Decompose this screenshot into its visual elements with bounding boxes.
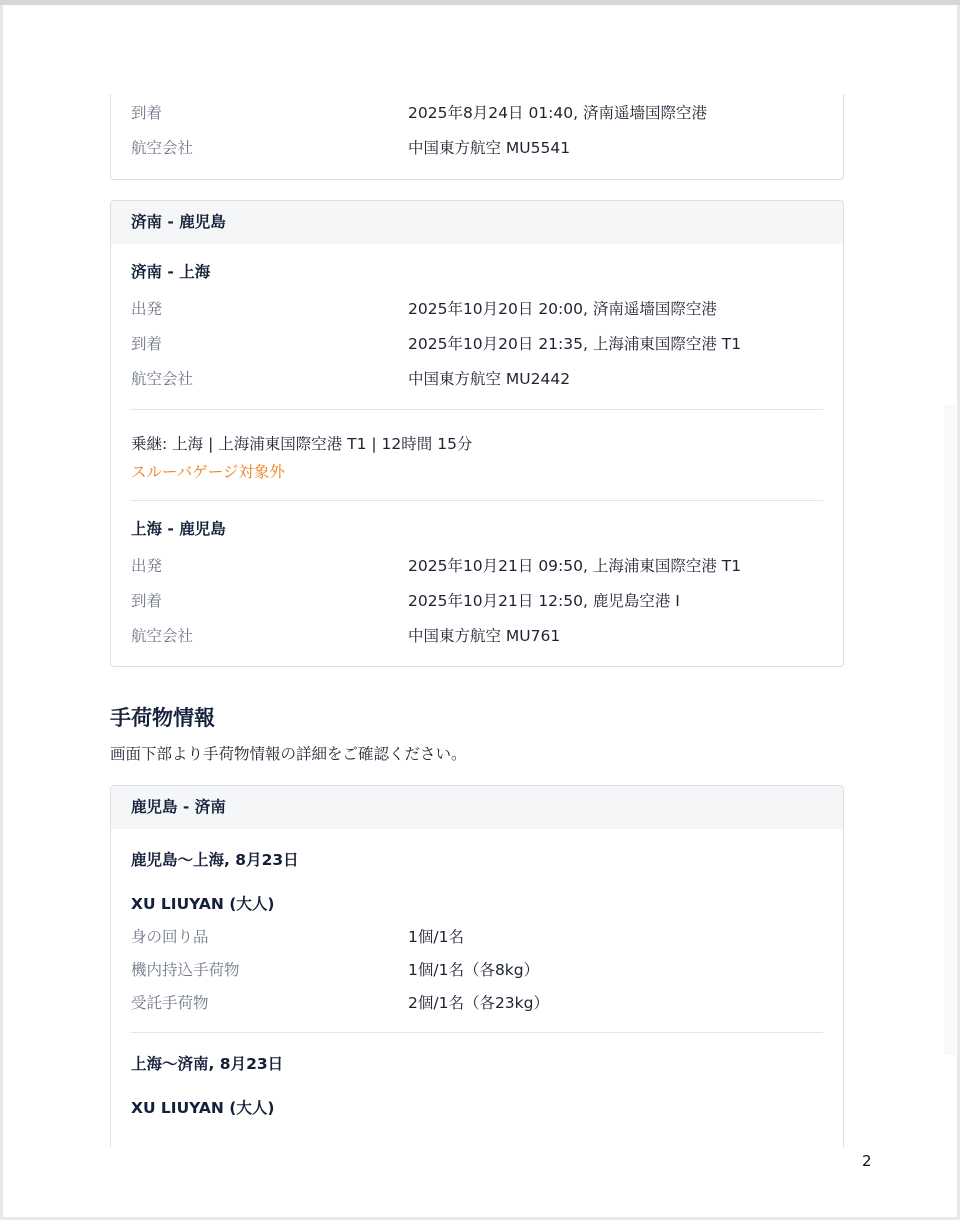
baggage-section-title: 手荷物情報 bbox=[110, 706, 215, 730]
detail-value: 2025年8月24日 01:40, 済南遥墻国際空港 bbox=[408, 103, 707, 122]
page-shadow bbox=[944, 405, 956, 1055]
page-content bbox=[110, 94, 844, 1147]
detail-label: 航空会社 bbox=[131, 626, 194, 645]
detail-value: 中国東方航空 MU5541 bbox=[408, 138, 571, 157]
detail-value: 2025年10月21日 09:50, 上海浦東国際空港 T1 bbox=[408, 556, 742, 575]
baggage-card bbox=[110, 785, 844, 1147]
baggage-label: 受託手荷物 bbox=[131, 993, 209, 1012]
detail-value: 2025年10月20日 21:35, 上海浦東国際空港 T1 bbox=[408, 334, 742, 353]
baggage-row-checked bbox=[131, 985, 823, 1018]
detail-row-arrival bbox=[131, 325, 823, 360]
detail-row-airline bbox=[131, 129, 823, 164]
detail-value: 2025年10月20日 20:00, 済南遥墻国際空港 bbox=[408, 299, 717, 318]
flight-card-route bbox=[110, 200, 844, 667]
detail-row-arrival bbox=[131, 582, 823, 617]
flight-card-continued bbox=[110, 94, 844, 180]
baggage-value: 1個/1名 bbox=[408, 927, 464, 946]
baggage-segment-title: 鹿児島〜上海, 8月23日 bbox=[131, 851, 299, 869]
baggage-label: 機内持込手荷物 bbox=[131, 960, 240, 979]
baggage-label: 身の回り品 bbox=[131, 927, 209, 946]
divider bbox=[131, 1032, 823, 1033]
baggage-value: 2個/1名（各23kg） bbox=[408, 993, 549, 1012]
through-baggage-warning: スルーバゲージ対象外 bbox=[131, 463, 285, 481]
detail-label: 航空会社 bbox=[131, 138, 194, 157]
passenger-name: XU LIUYAN (大人) bbox=[131, 1099, 275, 1117]
detail-row-departure bbox=[131, 290, 823, 325]
detail-label: 到着 bbox=[131, 591, 163, 610]
detail-label: 到着 bbox=[131, 103, 163, 122]
detail-row-departure bbox=[131, 547, 823, 582]
transfer-info: 乗継: 上海 | 上海浦東国際空港 T1 | 12時間 15分 bbox=[131, 435, 473, 453]
detail-row-arrival bbox=[131, 94, 823, 129]
detail-row-airline bbox=[131, 360, 823, 395]
detail-label: 出発 bbox=[131, 299, 163, 318]
detail-value: 中国東方航空 MU761 bbox=[408, 626, 561, 645]
baggage-route-title: 鹿児島 - 済南 bbox=[111, 786, 843, 829]
baggage-segment-title: 上海〜済南, 8月23日 bbox=[131, 1055, 284, 1073]
detail-value: 2025年10月21日 12:50, 鹿児島空港 I bbox=[408, 591, 680, 610]
page-number: 2 bbox=[862, 1152, 872, 1170]
detail-label: 到着 bbox=[131, 334, 163, 353]
detail-value: 中国東方航空 MU2442 bbox=[408, 369, 571, 388]
detail-label: 航空会社 bbox=[131, 369, 194, 388]
segment-title: 済南 - 上海 bbox=[131, 263, 211, 281]
baggage-value: 1個/1名（各8kg） bbox=[408, 960, 540, 979]
route-title: 済南 - 鹿児島 bbox=[111, 201, 843, 244]
baggage-row-personal-item bbox=[131, 919, 823, 952]
detail-row-airline bbox=[131, 617, 823, 652]
segment-title: 上海 - 鹿児島 bbox=[131, 520, 226, 538]
detail-label: 出発 bbox=[131, 556, 163, 575]
passenger-name: XU LIUYAN (大人) bbox=[131, 895, 275, 913]
divider bbox=[131, 500, 823, 501]
baggage-section-description: 画面下部より手荷物情報の詳細をご確認ください。 bbox=[110, 745, 467, 763]
baggage-row-carry-on bbox=[131, 952, 823, 985]
